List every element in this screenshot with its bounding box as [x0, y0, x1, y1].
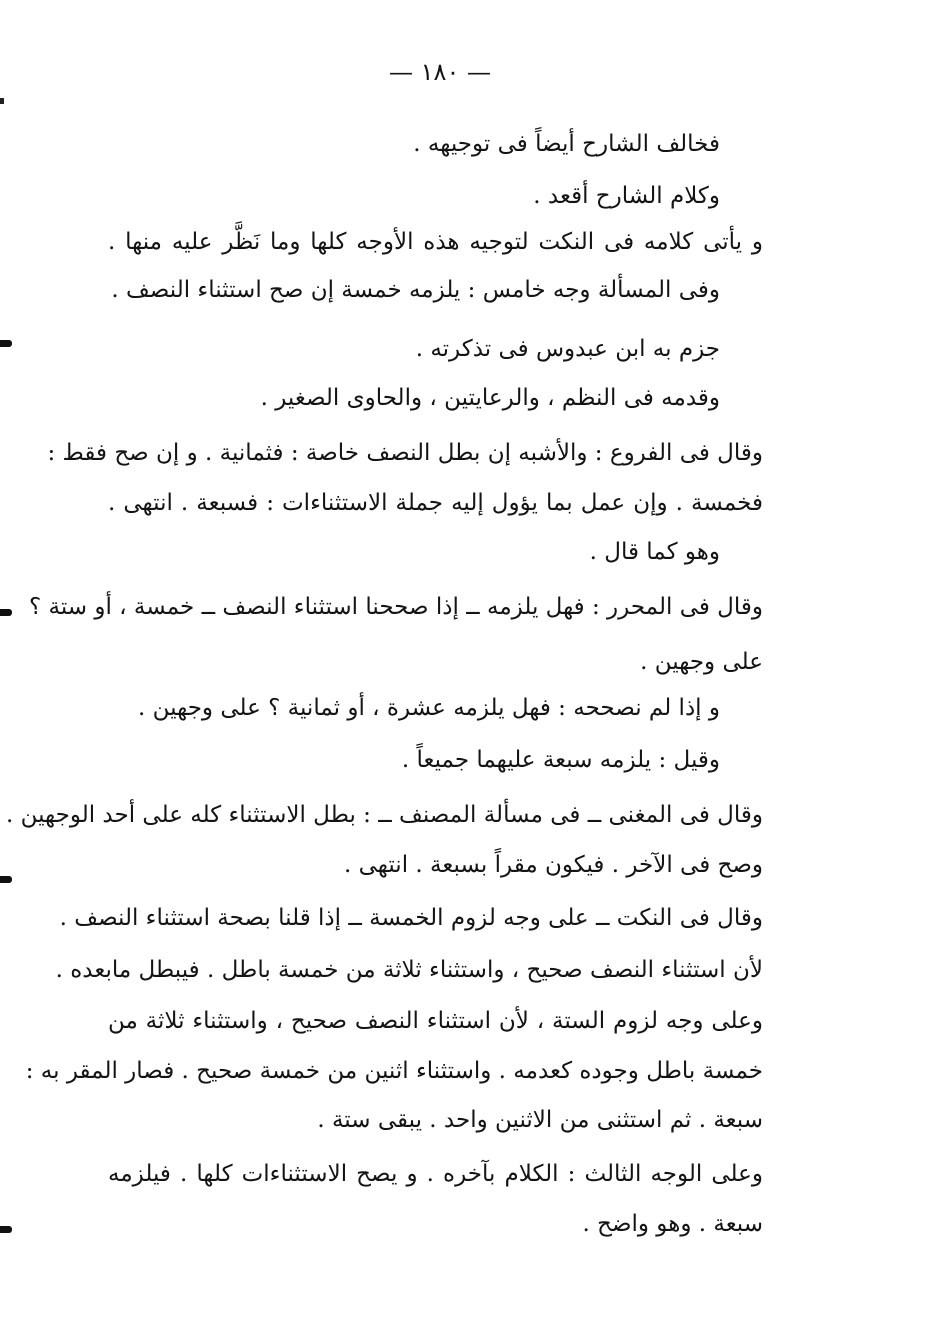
text-line: وكلام الشارح أقعد . — [533, 183, 720, 209]
scan-edge-mark — [0, 340, 12, 347]
text-line: وقال فى المحرر : فهل يلزمه ــ إذا صححنا استثناء النصف ــ خمسة ، أو ستة ؟ — [28, 594, 763, 620]
scan-edge-mark — [0, 98, 4, 104]
text-line: فخالف الشارح أيضاً فى توجيهه . — [413, 131, 720, 157]
text-line: فخمسة . وإن عمل بما يؤول إليه جملة الاستثناءات : فسبعة . انتهى . — [108, 490, 763, 516]
text-line: وعلى وجه لزوم الستة ، لأن استثناء النصف صحيح ، واستثناء ثلاثة من — [108, 1008, 763, 1034]
text-line: جزم به ابن عبدوس فى تذكرته . — [415, 336, 720, 362]
scan-edge-mark — [0, 609, 12, 616]
text-line: و إذا لم نصححه : فهل يلزمه عشرة ، أو ثمانية ؟ على وجهين . — [138, 695, 720, 721]
text-line: سبعة . ثم استثنى من الاثنين واحد . يبقى ستة . — [317, 1107, 763, 1133]
text-line: وفى المسألة وجه خامس : يلزمه خمسة إن صح استثناء النصف . — [111, 277, 720, 303]
text-line: وصح فى الآخر . فيكون مقراً بسبعة . انتهى . — [343, 852, 763, 878]
page-number: — ١٨٠ — — [389, 58, 491, 86]
text-line: وقدمه فى النظم ، والرعايتين ، والحاوى الصغير . — [260, 385, 720, 411]
text-line: خمسة باطل وجوده كعدمه . واستثناء اثنين من خمسة صحيح . فصار المقر به : — [25, 1058, 763, 1084]
scan-edge-mark — [0, 876, 12, 883]
text-line: على وجهين . — [640, 649, 763, 675]
text-line: سبعة . وهو واضح . — [582, 1211, 763, 1237]
text-line: وقال فى الفروع : والأشبه إن بطل النصف خاصة : فثمانية . و إن صح فقط : — [47, 440, 763, 466]
text-line: و يأتى كلامه فى النكت لتوجيه هذه الأوجه كلها وما نَظَّر عليه منها . — [108, 229, 763, 255]
text-line: وقيل : يلزمه سبعة عليهما جميعاً . — [401, 747, 720, 773]
text-line: لأن استثناء النصف صحيح ، واستثناء ثلاثة من خمسة باطل . فيبطل مابعده . — [55, 957, 763, 983]
text-line: وقال فى المغنى ــ فى مسألة المصنف ــ : بطل الاستثناء كله على أحد الوجهين . — [5, 802, 763, 828]
scan-edge-mark — [0, 1226, 12, 1233]
text-line: وهو كما قال . — [589, 539, 720, 565]
text-line: وعلى الوجه الثالث : الكلام بآخره . و يصح الاستثناءات كلها . فيلزمه — [108, 1161, 763, 1187]
text-line: وقال فى النكت ــ على وجه لزوم الخمسة ــ إذا قلنا بصحة استثناء النصف . — [59, 905, 763, 931]
